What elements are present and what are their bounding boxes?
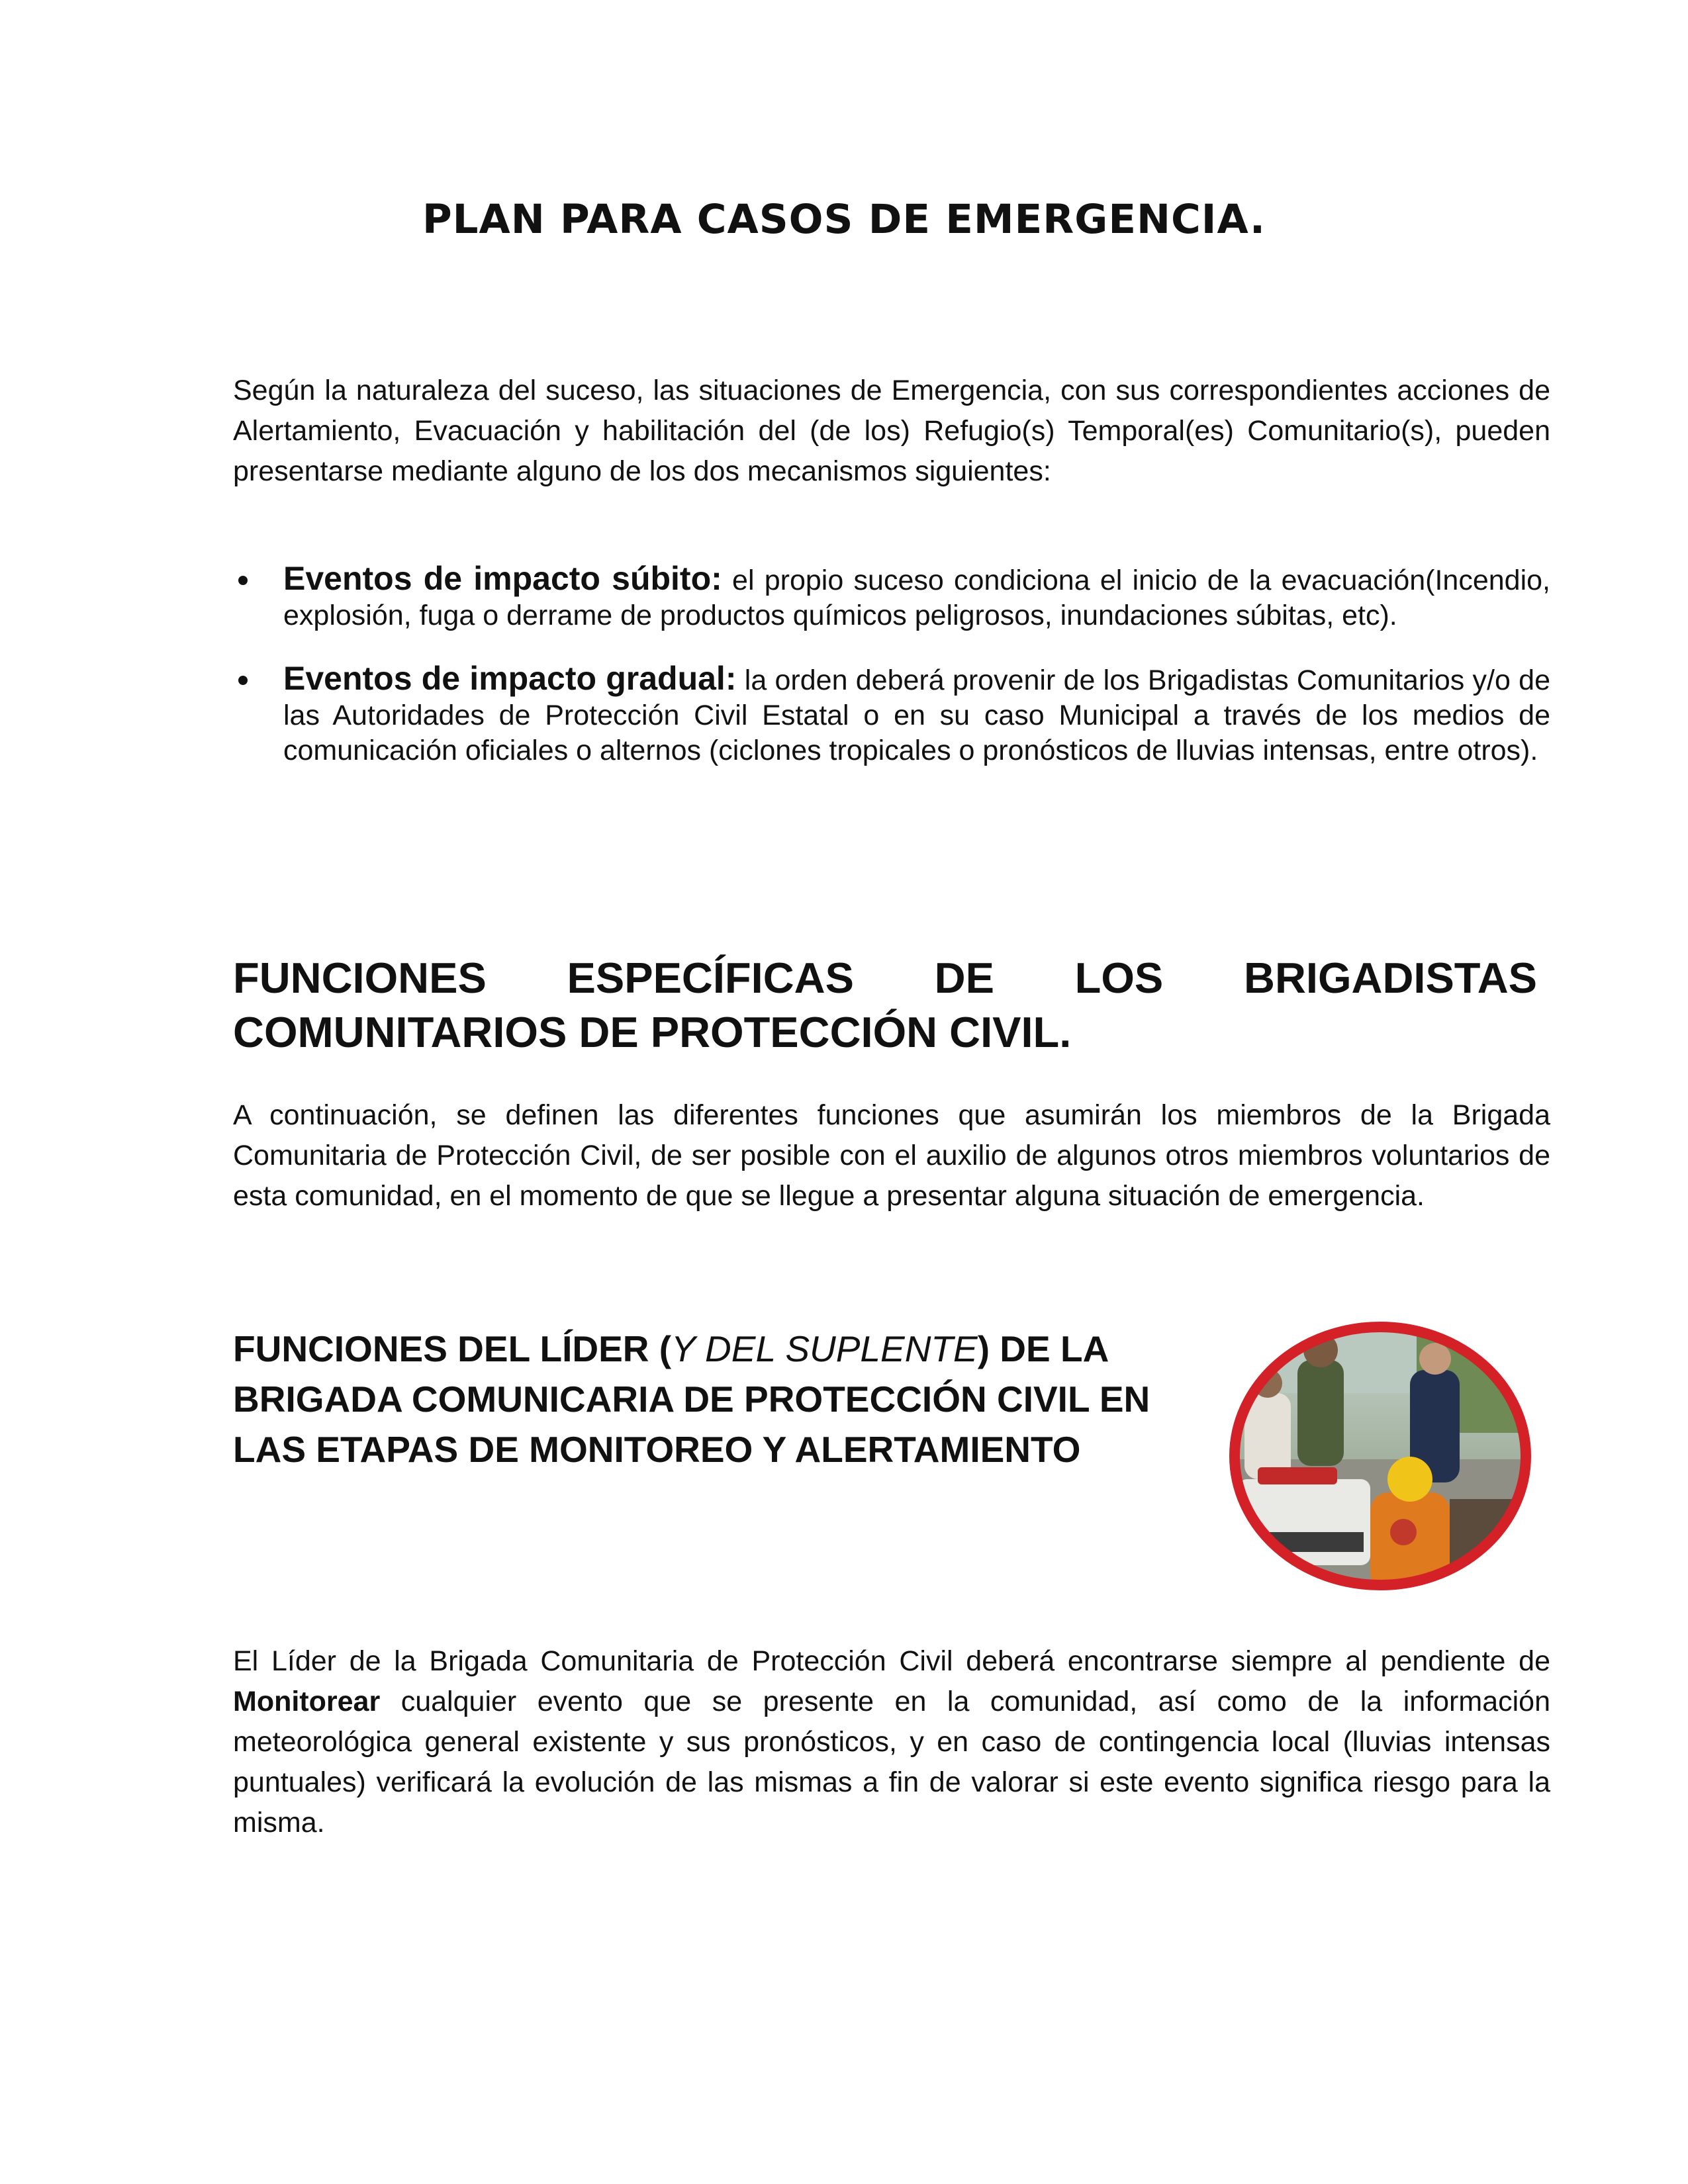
heading-word: ESPECÍFICAS	[567, 954, 854, 1002]
intro-paragraph: Según la naturaleza del suceso, las situaciones de Emergencia, con sus correspondientes acciones de Alertamiento, Evacuación y habilitación del (de los) Refugio(s) Temporal(es) Comunitario(s), pueden presentarse mediante alguno de los dos mecanismos siguientes:	[233, 375, 1550, 487]
heading-word: DE	[934, 954, 994, 1002]
leader-functions-heading	[233, 1324, 1193, 1475]
paragraph-bold-term: Monitorear	[233, 1686, 381, 1717]
paragraph-text: El Líder de la Brigada Comunitaria de Protección Civil deberá encontrarse siempre al pendiente de	[233, 1645, 1550, 1677]
heading-part: ) DE LA BRIGADA COMUNICARIA DE PROTECCIÓN CIVIL EN LAS ETAPAS DE MONITOREO Y ALERTAMIENTO	[233, 1328, 1150, 1470]
brigade-photo-icon	[1218, 1314, 1542, 1598]
list-item	[233, 561, 1550, 633]
section-heading-functions	[233, 951, 1537, 1060]
heading-word: LOS	[1074, 954, 1164, 1002]
leader-paragraph	[233, 1641, 1550, 1843]
paragraph-text: cualquier evento que se presente en la comunidad, así como de la información meteorológica general existente y sus pronósticos, y en caso de contingencia local (lluvias intensas puntuales) verificará la evolución de las mismas a fin de valorar si este evento significa riesgo para la misma.	[233, 1686, 1550, 1839]
event-types-list	[233, 561, 1550, 768]
bullet-icon	[238, 676, 248, 685]
heading-part: FUNCIONES DEL LÍDER (	[233, 1328, 672, 1369]
list-item-text: la orden deberá provenir de los Brigadistas Comunitarios y/o de las Autoridades de Protección Civil Estatal o en su caso Municipal a través de los medios de comunicación oficiales o alternos (ciclones tropicales o pronósticos de lluvias intensas, entre otros).	[283, 664, 1550, 766]
list-item-text: el propio suceso condiciona el inicio de la evacuación(Incendio, explosión, fuga o derrame de productos químicos peligrosos, inundaciones súbitas, etc).	[283, 565, 1551, 631]
list-item	[233, 661, 1550, 768]
heading-italic: Y DEL SUPLENTE	[671, 1328, 978, 1369]
heading-word: FUNCIONES	[233, 954, 487, 1002]
functions-paragraph: A continuación, se definen las diferentes funciones que asumirán los miembros de la Brigada Comunitaria de Protección Civil, de ser posible con el auxilio de algunos otros miembros voluntarios de esta comunidad, en el momento de que se llegue a presentar alguna situación de emergencia.	[233, 1099, 1550, 1212]
section-heading-line2: COMUNITARIOS DE PROTECCIÓN CIVIL.	[233, 1008, 1072, 1056]
bullet-icon	[238, 576, 248, 585]
list-item-term: Eventos de impacto súbito:	[283, 560, 722, 597]
heading-word: BRIGADISTAS	[1244, 954, 1537, 1002]
section-heading-line1	[233, 951, 1537, 1005]
list-item-term: Eventos de impacto gradual:	[283, 660, 737, 697]
page-title: PLAN PARA CASOS DE EMERGENCIA.	[422, 196, 1266, 243]
